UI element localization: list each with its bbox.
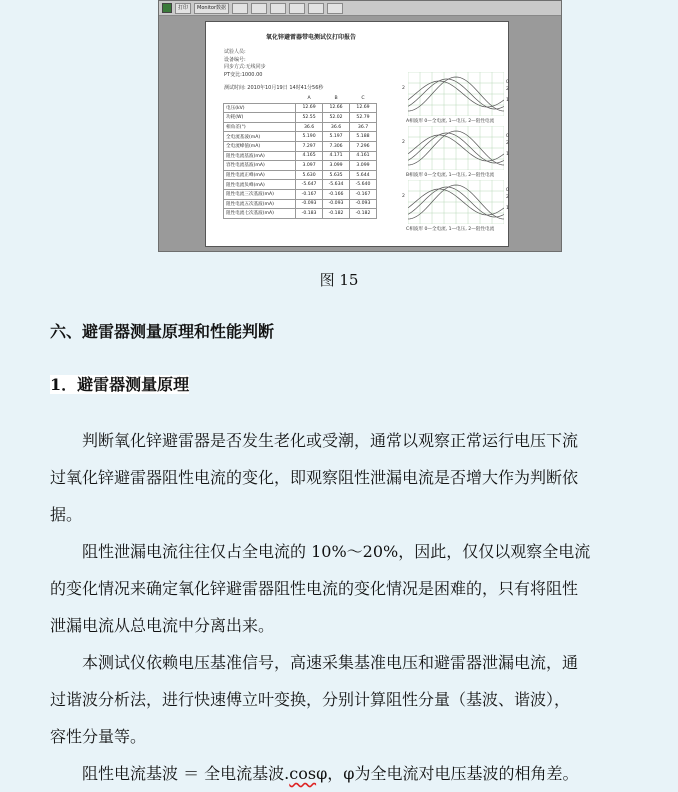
row-value: 3.099: [323, 161, 350, 171]
toolbar-button[interactable]: [251, 3, 267, 14]
row-label: 阻性电流正峰(mA): [224, 170, 296, 180]
curve-label: 1: [506, 206, 509, 211]
formula-cos: cos: [289, 764, 317, 783]
row-value: 5.188: [350, 132, 377, 142]
waveform-plot: [408, 126, 504, 170]
waveform-caption: A相波形 0—全电流, 1—电压, 2—阻性电流: [406, 119, 495, 124]
meta-sync-mode: 同步方式:无线同步: [224, 64, 266, 70]
print-icon[interactable]: [162, 3, 172, 13]
row-label: 阻性电流三次基波(mA): [224, 189, 296, 199]
row-value: -0.167: [350, 189, 377, 199]
report-table-header: [224, 94, 377, 103]
toolbar-button[interactable]: [308, 3, 324, 14]
report-table-row: [224, 170, 377, 180]
row-value: 36.6: [296, 122, 323, 132]
row-value: 52.55: [296, 113, 323, 123]
report-table-row: [224, 151, 377, 161]
waveform-plot: [408, 180, 504, 224]
subsection-heading: [50, 372, 189, 395]
curve-label: 2: [506, 195, 509, 200]
toolbar-button[interactable]: 打印: [175, 3, 191, 14]
row-label: 相角差(°): [224, 122, 296, 132]
curve-label: 2: [402, 194, 405, 199]
row-value: 4.171: [323, 151, 350, 161]
paragraph-line: 阻性泄漏电流往往仅占全电流的 10%～20%，因此，仅仅以观察全电流: [82, 542, 591, 561]
toolbar-button[interactable]: [327, 3, 343, 14]
paragraph-line: 容性分量等。: [50, 727, 147, 746]
row-label: 阻性电流五次基波(mA): [224, 199, 296, 209]
report-table-row: [224, 189, 377, 199]
curve-label: 0: [506, 80, 509, 85]
row-label: 全电流峰值(mA): [224, 141, 296, 151]
report-table-row: [224, 141, 377, 151]
curve-label: 1: [506, 98, 509, 103]
meta-tester: 试验人员:: [224, 49, 246, 55]
row-value: -0.182: [350, 209, 377, 219]
row-value: 5.630: [296, 170, 323, 180]
row-value: 3.099: [350, 161, 377, 171]
formula-suffix: φ，φ为全电流对电压基波的相角差。: [316, 764, 579, 783]
section-heading: 六、避雷器测量原理和性能判断: [50, 322, 275, 341]
subsection-heading-text: 1．避雷器测量原理: [50, 375, 190, 394]
report-table-row: [224, 180, 377, 190]
row-value: 7.306: [323, 141, 350, 151]
report-table-row: [224, 122, 377, 132]
waveform-panel: [408, 180, 504, 224]
row-value: 52.79: [350, 113, 377, 123]
row-label: 阻性电流基波(mA): [224, 151, 296, 161]
curve-label: 0: [506, 134, 509, 139]
row-value: -0.166: [323, 189, 350, 199]
report-table: [223, 94, 377, 219]
figure-caption: 图 15: [319, 271, 359, 289]
report-title: 氧化锌避雷器带电测试仪打印报告: [265, 34, 356, 41]
figure-toolbar: [159, 1, 561, 16]
waveform-panel: [408, 126, 504, 170]
header-cell: B: [323, 94, 350, 103]
formula-prefix: 阻性电流基波 ＝ 全电流基波.: [82, 764, 290, 783]
paragraph-line: 本测试仪依赖电压基准信号，高速采集基准电压和避雷器泄漏电流，通: [82, 653, 579, 672]
row-value: -0.093: [323, 199, 350, 209]
row-value: -0.093: [296, 199, 323, 209]
row-label: 容性电流基波(mA): [224, 161, 296, 171]
toolbar-button[interactable]: [289, 3, 305, 14]
row-value: 5.644: [350, 170, 377, 180]
paragraph-line: 的变化情况来确定氧化锌避雷器阻性电流的变化情况是困难的，只有将阻性: [50, 579, 579, 598]
row-value: 12.66: [323, 103, 350, 113]
row-label: 阻性电流七次基波(mA): [224, 209, 296, 219]
row-value: -5.640: [350, 180, 377, 190]
row-value: 52.02: [323, 113, 350, 123]
report-table-row: [224, 161, 377, 171]
report-table-row: [224, 199, 377, 209]
row-label: 阻性电流负峰(mA): [224, 180, 296, 190]
row-value: 12.69: [296, 103, 323, 113]
curve-label: 0: [506, 188, 509, 193]
row-value: 5.635: [323, 170, 350, 180]
report-meta: [224, 49, 266, 79]
report-table-row: [224, 209, 377, 219]
row-value: 4.165: [296, 151, 323, 161]
header-cell: A: [296, 94, 323, 103]
row-value: 5.190: [296, 132, 323, 142]
waveform-caption: B相波形 0—全电流, 1—电压, 2—阻性电流: [406, 173, 495, 178]
row-value: 5.197: [323, 132, 350, 142]
row-value: 36.7: [350, 122, 377, 132]
row-value: 4.161: [350, 151, 377, 161]
row-value: 3.097: [296, 161, 323, 171]
waveform-plot: [408, 72, 504, 116]
formula-line: [50, 755, 640, 792]
paragraph-1: [50, 422, 640, 533]
paragraph-line: 过氧化锌避雷器阻性电流的变化，即观察阻性泄漏电流是否增大作为判断依: [50, 468, 579, 487]
paragraph-2: [50, 533, 640, 644]
row-label: 全电流基波(mA): [224, 132, 296, 142]
curve-label: 2: [506, 87, 509, 92]
row-value: 7.296: [350, 141, 377, 151]
waveform-caption: C相波形 0—全电流, 1—电压, 2—阻性电流: [406, 227, 495, 232]
row-value: -5.634: [323, 180, 350, 190]
paragraph-line: 泄漏电流从总电流中分离出来。: [50, 616, 275, 635]
formula-text: [50, 755, 640, 792]
meta-device-id: 设备编号:: [224, 56, 246, 63]
toolbar-button[interactable]: [232, 3, 248, 14]
curve-label: 2: [506, 141, 509, 146]
report-table-row: [224, 132, 377, 142]
row-value: 12.69: [350, 103, 377, 113]
curve-label: 2: [402, 86, 405, 91]
paragraph-line: 判断氧化锌避雷器是否发生老化或受潮，通常以观察正常运行电压下流: [82, 431, 579, 450]
row-value: 36.6: [323, 122, 350, 132]
row-value: -0.182: [323, 209, 350, 219]
paragraph-line: 据。: [50, 505, 83, 524]
paragraph-3: [50, 644, 640, 755]
report-table-row: [224, 113, 377, 123]
row-value: -5.647: [296, 180, 323, 190]
report-table-row: [224, 103, 377, 113]
row-value: 7.297: [296, 141, 323, 151]
row-label: 功耗(W): [224, 113, 296, 123]
curve-label: 2: [402, 140, 405, 145]
row-value: -0.183: [296, 209, 323, 219]
row-value: -0.093: [350, 199, 377, 209]
meta-pt-ratio: PT变比:1000.00: [224, 71, 263, 78]
header-cell: [224, 94, 296, 103]
row-value: -0.167: [296, 189, 323, 199]
report-test-time: 测试时间: 2010年10月19日 14时41分56秒: [224, 85, 324, 91]
report-paper: [205, 21, 509, 247]
header-cell: C: [350, 94, 377, 103]
paragraph-line: 过谐波分析法，进行快速傅立叶变换，分别计算阻性分量（基波、谐波），: [50, 690, 571, 709]
toolbar-button[interactable]: Monitor数据: [194, 3, 229, 14]
waveform-panel: [408, 72, 504, 116]
report-screenshot-figure: [158, 0, 562, 252]
curve-label: 1: [506, 152, 509, 157]
row-label: 电压(kV): [224, 103, 296, 113]
toolbar-button[interactable]: [270, 3, 286, 14]
